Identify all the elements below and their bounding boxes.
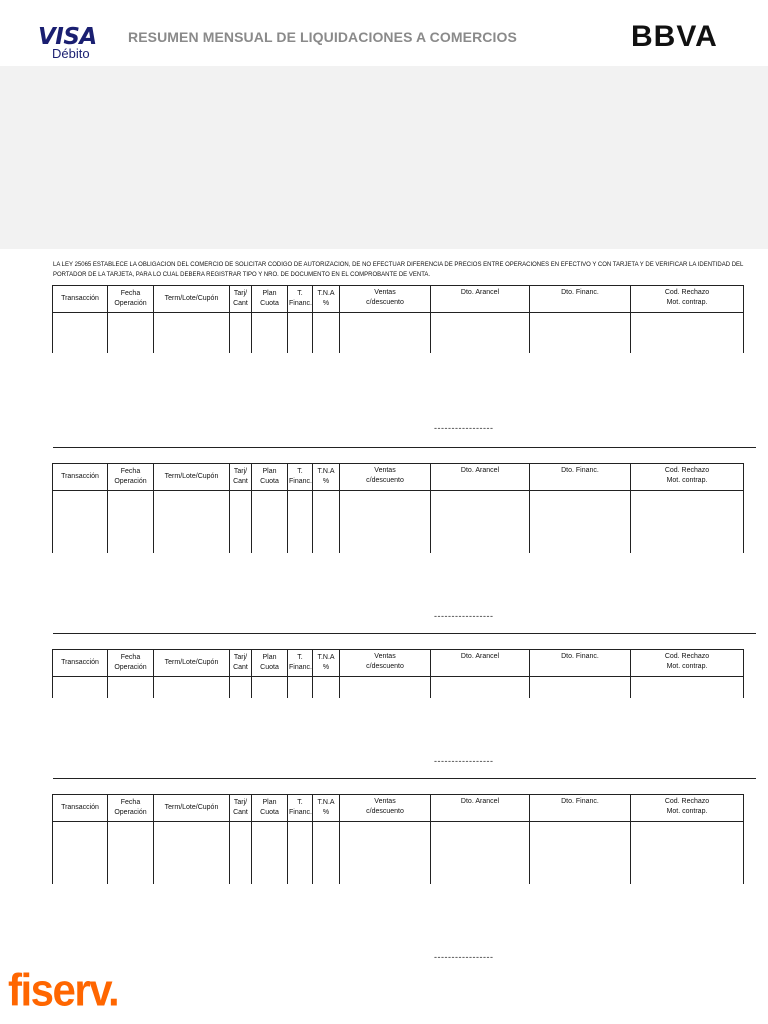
col-dto-arancel: Dto. Arancel	[431, 795, 530, 822]
table-row	[53, 822, 744, 884]
transactions-table	[52, 649, 744, 698]
transactions-table	[52, 285, 744, 353]
col-tna: T.N.A %	[313, 650, 340, 677]
col-tna: T.N.A %	[313, 795, 340, 822]
col-dto-arancel: Dto. Arancel	[431, 464, 530, 491]
col-fecha-operacion: Fecha Operación	[108, 464, 154, 491]
visa-debito-logo	[38, 24, 104, 64]
section-divider	[53, 633, 756, 634]
col-transaccion: Transacción	[53, 795, 108, 822]
col-plan-cuota: Plan Cuota	[252, 464, 288, 491]
col-dto-arancel: Dto. Arancel	[431, 650, 530, 677]
statement-section	[0, 649, 768, 769]
visa-logo-wordmark: VISA	[38, 24, 97, 50]
col-cod-rechazo: Cod. Rechazo Mot. contrap.	[631, 464, 744, 491]
transactions-table	[52, 794, 744, 884]
col-t-financ: T. Financ.	[288, 650, 313, 677]
table-header-row	[53, 650, 744, 677]
col-dto-financ: Dto. Financ.	[530, 286, 631, 313]
signature-line: -----------------	[434, 756, 494, 766]
section-divider	[53, 778, 756, 779]
table-header-row	[53, 464, 744, 491]
col-transaccion: Transacción	[53, 650, 108, 677]
col-t-financ: T. Financ.	[288, 464, 313, 491]
col-transaccion: Transacción	[53, 464, 108, 491]
col-term-lote-cupon: Term/Lote/Cupón	[154, 650, 230, 677]
statement-section	[0, 285, 768, 435]
visa-logo-subtitle: Débito	[52, 46, 90, 61]
statement-section	[0, 794, 768, 974]
col-ventas-descuento: Ventas c/descuento	[340, 464, 431, 491]
col-dto-arancel: Dto. Arancel	[431, 286, 530, 313]
col-tarj-cant: Tarj/ Cant	[230, 795, 252, 822]
col-plan-cuota: Plan Cuota	[252, 795, 288, 822]
document-title: RESUMEN MENSUAL DE LIQUIDACIONES A COMERCIOS	[128, 29, 517, 45]
col-term-lote-cupon: Term/Lote/Cupón	[154, 464, 230, 491]
signature-line: -----------------	[434, 611, 494, 621]
col-term-lote-cupon: Term/Lote/Cupón	[154, 286, 230, 313]
col-ventas-descuento: Ventas c/descuento	[340, 795, 431, 822]
table-row	[53, 313, 744, 354]
statement-section	[0, 463, 768, 623]
col-ventas-descuento: Ventas c/descuento	[340, 286, 431, 313]
section-divider	[53, 447, 756, 448]
col-t-financ: T. Financ.	[288, 795, 313, 822]
table-header-row	[53, 795, 744, 822]
col-plan-cuota: Plan Cuota	[252, 286, 288, 313]
col-fecha-operacion: Fecha Operación	[108, 286, 154, 313]
col-tarj-cant: Tarj/ Cant	[230, 650, 252, 677]
signature-line: -----------------	[434, 952, 494, 962]
col-cod-rechazo: Cod. Rechazo Mot. contrap.	[631, 286, 744, 313]
bbva-logo: BBVA	[631, 20, 718, 53]
col-cod-rechazo: Cod. Rechazo Mot. contrap.	[631, 795, 744, 822]
col-dto-financ: Dto. Financ.	[530, 650, 631, 677]
col-cod-rechazo: Cod. Rechazo Mot. contrap.	[631, 650, 744, 677]
col-fecha-operacion: Fecha Operación	[108, 795, 154, 822]
table-row	[53, 491, 744, 553]
legal-notice: LA LEY 25065 ESTABLECE LA OBLIGACION DEL COMERCIO DE SOLICITAR CODIGO DE AUTORIZACION, DE NO EFECTUAR DIFERENCIA DE PRECIOS ENTRE OPERACIONES EN EFECTIVO Y CON TARJETA Y DE VERIFICAR LA IDENTIDAD DEL PORTADOR DE LA TARJETA, PARA LO CUAL DEBERA REGISTRAR TIPO Y NRO. DE DOCUMENTO EN EL COMPROBANTE DE VENTA.	[53, 262, 744, 278]
col-tna: T.N.A %	[313, 286, 340, 313]
transactions-table	[52, 463, 744, 553]
fiserv-logo: fiserv.	[8, 964, 119, 1016]
col-dto-financ: Dto. Financ.	[530, 795, 631, 822]
col-fecha-operacion: Fecha Operación	[108, 650, 154, 677]
col-plan-cuota: Plan Cuota	[252, 650, 288, 677]
table-header-row	[53, 286, 744, 313]
col-ventas-descuento: Ventas c/descuento	[340, 650, 431, 677]
col-t-financ: T. Financ.	[288, 286, 313, 313]
signature-line: -----------------	[434, 423, 494, 433]
document-header	[0, 0, 768, 66]
col-tarj-cant: Tarj/ Cant	[230, 464, 252, 491]
col-tarj-cant: Tarj/ Cant	[230, 286, 252, 313]
col-tna: T.N.A %	[313, 464, 340, 491]
header-band	[0, 66, 768, 249]
col-term-lote-cupon: Term/Lote/Cupón	[154, 795, 230, 822]
col-dto-financ: Dto. Financ.	[530, 464, 631, 491]
table-row	[53, 677, 744, 698]
col-transaccion: Transacción	[53, 286, 108, 313]
